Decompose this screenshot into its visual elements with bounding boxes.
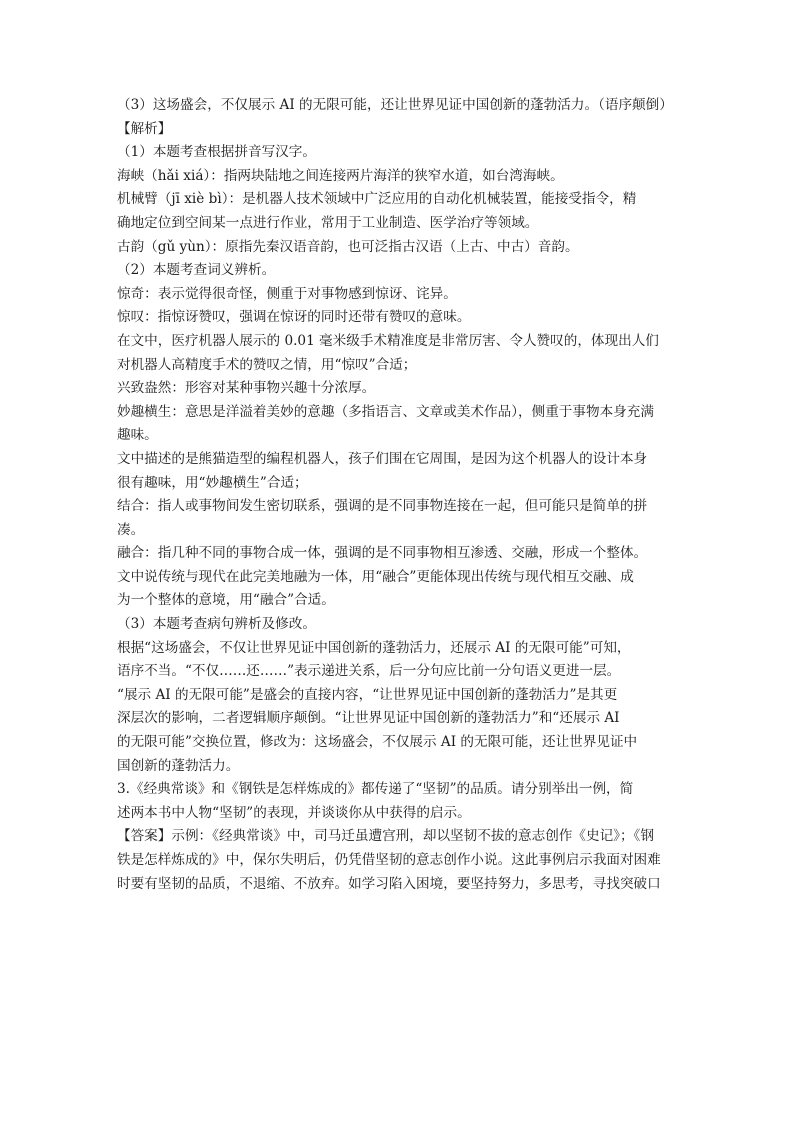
text-line: 惊奇：表示觉得很奇怪，侧重于对事物感到惊讶、诧异。 [117, 285, 457, 302]
text-line: 【答案】示例：《经典常谈》中，司马迁虽遭宫刑，却以坚韧不拔的意志创作《史记》；《钢 [117, 828, 654, 845]
text-line: （3）本题考查病句辨析及修改。 [117, 616, 316, 633]
text-line: （1）本题考查根据拼音写汉字。 [117, 144, 316, 161]
text-line: 国创新的蓬勃活力。 [117, 757, 240, 774]
text-line: 述两本书中人物“坚韧”的表现，并谈谈你从中获得的启示。 [117, 804, 471, 821]
text-line: 妙趣横生：意思是洋溢着美妙的意趣（多指语言、文章或美术作品），侧重于事物本身充满 [117, 403, 654, 420]
text-line: 铁是怎样炼成的》中，保尔失明后，仍凭借坚韧的意志创作小说。这此事例启示我面对困难 [117, 852, 661, 868]
text-line: 深层次的影响，二者逻辑顺序颠倒。“让世界见证中国创新的蓬勃活力”和“还展示 AI [117, 710, 620, 727]
text-line: 根据“这场盛会，不仅让世界见证中国创新的蓬勃活力，还展示 AI 的无限可能”可知， [117, 639, 631, 656]
text-line: 机械臂（jī xiè bì）：是机器人技术领域中广泛应用的自动化机械装置，能接受指令，精 [117, 191, 637, 208]
text-line: “展示 AI 的无限可能”是盛会的直接内容，“让世界见证中国创新的蓬勃活力”是其更 [117, 686, 618, 703]
text-line: （2）本题考查词义辨析。 [117, 262, 276, 279]
text-line: 为一个整体的意境，用“融合”合适。 [117, 592, 335, 609]
text-line: 兴致盎然：形容对某种事物兴趣十分浓厚。 [117, 380, 376, 397]
text-line: 古韵（gǔ yùn）：原指先秦汉语音韵，也可泛指古汉语（上古、中古）音韵。 [117, 238, 579, 255]
text-line: 3.《经典常谈》和《钢铁是怎样炼成的》都传递了“坚韧”的品质。请分别举出一例，简 [117, 781, 634, 798]
text-line: （3）这场盛会，不仅展示 AI 的无限可能，还让世界见证中国创新的蓬勃活力。（语序颠倒） [117, 97, 673, 113]
text-line: 结合：指人或事物间发生密切联系，强调的是不同事物连接在一起，但可能只是简单的拼 [117, 498, 648, 515]
text-line: 的无限可能”交换位置，修改为：这场盛会，不仅展示 AI 的无限可能，还让世界见证中 [117, 734, 638, 751]
text-line: 在文中，医疗机器人展示的 0.01 毫米级手术精准度是非常厉害、令人赞叹的，体现出人们 [117, 332, 659, 349]
text-line: 语序不当。“不仅……还……”表示递进关系，后一分句应比前一分句语义更进一层。 [117, 663, 621, 680]
text-line: 凑。 [117, 521, 145, 538]
text-line: 很有趣味，用“妙趣横生”合适； [117, 474, 308, 491]
text-line: 海峡（hǎi xiá）：指两块陆地之间连接两片海洋的狭窄水道，如台湾海峡。 [117, 167, 564, 184]
text-line: 文中说传统与现代在此完美地融为一体，用“融合”更能体现出传统与现代相互交融、成 [117, 568, 634, 585]
text-line: 【解析】 [117, 120, 172, 137]
text-line: 融合：指几种不同的事物合成一体，强调的是不同事物相互渗透、交融，形成一个整体。 [117, 545, 648, 562]
text-line: 趣味。 [117, 427, 158, 444]
text-line: 时要有坚韧的品质，不退缩、不放弃。如学习陷入困境，要坚持努力，多思考，寻找突破口 [117, 875, 661, 892]
text-line: 文中描述的是熊猫造型的编程机器人，孩子们围在它周围，是因为这个机器人的设计本身 [117, 450, 648, 467]
document-page [117, 94, 699, 896]
text-line: 对机器人高精度手术的赞叹之情，用“惊叹”合适； [117, 356, 417, 373]
text-line: 确地定位到空间某一点进行作业，常用于工业制造、医学治疗等领域。 [117, 214, 539, 231]
text-line: 惊叹：指惊讶赞叹，强调在惊讶的同时还带有赞叹的意味。 [117, 309, 471, 326]
